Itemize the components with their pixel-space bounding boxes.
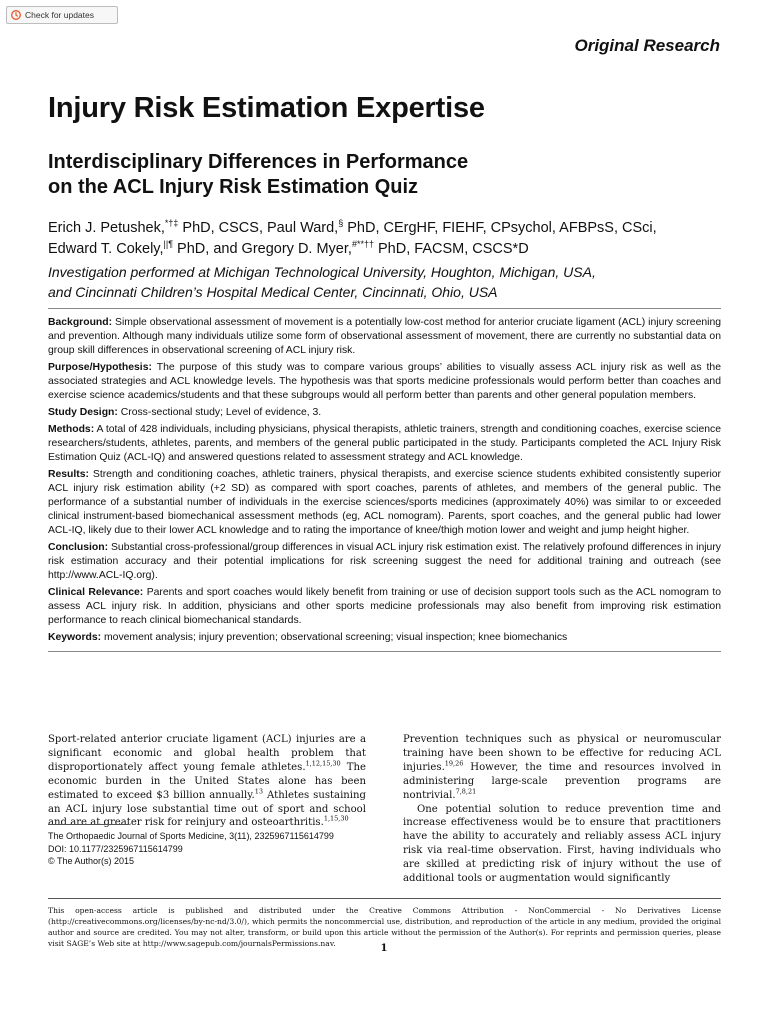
abstract-label: Conclusion: <box>48 542 109 553</box>
author-name: Gregory D. Myer, <box>241 241 352 257</box>
author-degrees: PhD, CErgHF, FIEHF, CPsychol, AFBPsS, CSci, <box>343 220 657 236</box>
journal-citation <box>48 828 378 868</box>
author-degrees: PhD, CSCS, <box>178 220 268 236</box>
body-column-right <box>403 733 721 886</box>
affiliation-line-1: Investigation performed at Michigan Technological University, Houghton, Michigan, USA, <box>48 264 596 280</box>
citation: 19,26 <box>444 759 464 768</box>
article-title: Injury Risk Estimation Expertise <box>48 92 485 124</box>
abstract-conclusion: Conclusion: Substantial cross-professional/group differences in visual ACL injury risk estimation exist. The relatively profound differences in injury risk estimation accuracy and their potential implications for risk screening suggest the need for additional training and outreach (see http://www.ACL-IQ.org). <box>48 542 721 581</box>
abstract-background: Background: Simple observational assessment of movement is a potentially low-cost method for anterior cruciate ligament (ACL) injury screening and prevention. Although many individuals utilize some form of observational assessment of movement, there are currently no substantial data on group skill differences in observational screening of ACL injury risk. <box>48 317 721 356</box>
license-divider <box>48 898 721 899</box>
author-affiliation-marks: ||¶ <box>163 239 174 250</box>
footnote-divider <box>48 824 128 825</box>
license-statement: This open-access article is published and distributed under the Creative Commons Attribution - NonCommercial - No Derivatives License (http://creativecommons.org/licenses/by-nc-nd/3.0/), which permits the noncommercial use, distribution, and reproduction of the article in any medium, provided the original author and source are credited. You may not alter, transform, or build upon this article without the permission of the Author(s). For reprints and permission queries, please visit SAGE’s Web site at http://www.sagepub.com/journalsPermissions.nav. <box>48 906 721 948</box>
author-affiliation-marks: *†‡ <box>164 218 179 229</box>
citation: 13 <box>254 787 264 796</box>
author-affiliation-marks: § <box>338 218 344 229</box>
affiliation-line-2: and Cincinnati Children’s Hospital Medical Center, Cincinnati, Ohio, USA <box>48 284 498 300</box>
body-column-left <box>48 733 366 830</box>
abstract-label: Background: <box>48 317 113 328</box>
check-for-updates-badge[interactable] <box>6 6 118 24</box>
journal-name-line: The Orthopaedic Journal of Sports Medicine, 3(11), 2325967115614799 <box>48 831 334 841</box>
abstract-study-design: Study Design: Cross-sectional study; Level of evidence, 3. <box>48 407 322 418</box>
citation: 1,12,15,30 <box>305 759 341 768</box>
body-paragraph: One potential solution to reduce prevention time and increase effectiveness would be to ensure that practitioners have the ability to accurately and reliably assess ACL injury risk via real-time observation. First, having individuals who are skilled at predicting risk of injury without the use of additional tools or augmentation would significantly <box>403 803 721 885</box>
author-name: Edward T. Cokely, <box>48 241 164 257</box>
abstract-label: Methods: <box>48 424 95 435</box>
author-affiliation-marks: #**†† <box>351 239 374 250</box>
author-name: Paul Ward, <box>267 220 339 236</box>
author-degrees: PhD, FACSM, CSCS*D <box>373 241 529 257</box>
author-list <box>48 218 728 260</box>
body-paragraph: Sport-related anterior cruciate ligament (ACL) injuries are a significant economic and global health problem that disproportionately affect young female athletes.$^{1,12,15,30}$ The economic burden in the United States alone has been estimated to exceed $3 billion annually.$^{13}$ Athletes sustaining an ACL injury lose substantial time out of sport and school and are at greater risk for reinjury and osteoarthritis.$^{1,15,30}$ <box>48 734 366 829</box>
abstract-label: Purpose/Hypothesis: <box>48 362 152 373</box>
abstract-results: Results: Strength and conditioning coaches, athletic trainers, physical therapists, and exercise science students exhibited consistently superior ACL injury risk estimation ability (+2 SD) as compared with sport coaches, parents of athletes, and members of the general public. The performance of a substantial number of individuals in the exercise sciences/sports medicines (approximately 40%) was similar to or exceeded clinical instrument-based biomechanical assessment methods (eg, ACL nomogram). Parents, sport coaches, and the general public had lower ACL-IQ, likely due to their lower ACL knowledge and to rating the importance of knee/thigh motion lower and weight and jump height higher. <box>48 469 721 536</box>
author-name: Erich J. Petushek, <box>48 220 165 236</box>
check-for-updates-label: Check for updates <box>25 10 94 20</box>
abstract-keywords: Keywords: movement analysis; injury prevention; observational screening; visual inspection; knee biomechanics <box>48 632 568 643</box>
page-number: 1 <box>380 943 388 954</box>
update-icon <box>11 10 21 20</box>
institution-affiliation <box>48 262 728 302</box>
abstract-methods: Methods: A total of 428 individuals, including physicians, physical therapists, athletic trainers, strength and conditioning coaches, exercise science researchers/students, athletes, parents, and members of the general public participated in the study. Participants completed the ACL Injury Risk Estimation Quiz (ACL-IQ) and answered questions related to assessment strategy and ACL knowledge. <box>48 424 721 463</box>
article-category: Original Research <box>574 36 720 55</box>
citation: 1,15,30 <box>323 815 349 824</box>
abstract <box>48 308 721 652</box>
doi-line: DOI: 10.1177/2325967115614799 <box>48 843 183 854</box>
subtitle-line-1: Interdisciplinary Differences in Performance <box>48 151 469 173</box>
article-subtitle <box>48 150 688 200</box>
body-paragraph: Prevention techniques such as physical or neuromuscular training have been shown to be effective for reducing ACL injuries.$^{19,26}$ However, the time and resources involved in administering large-scale prevention programs are nontrivial.$^{7,8,21}$ <box>403 734 721 801</box>
abstract-purpose: Purpose/Hypothesis: The purpose of this study was to compare various groups’ abilities to visually assess ACL injury risk as well as the associated strategies and ACL knowledge levels. The hypothesis was that sports medicine professionals would perform better than coaches and exercise science academics/students and that these subgroups would all perform better than parents and other general population members. <box>48 362 721 401</box>
abstract-label: Keywords: <box>48 632 102 643</box>
abstract-label: Results: <box>48 469 89 480</box>
abstract-label: Study Design: <box>48 407 118 418</box>
citation: 7,8,21 <box>455 787 477 796</box>
copyright-line: © The Author(s) 2015 <box>48 856 135 866</box>
abstract-label: Clinical Relevance: <box>48 587 144 598</box>
subtitle-line-2: on the ACL Injury Risk Estimation Quiz <box>48 176 419 198</box>
abstract-clinical-relevance: Clinical Relevance: Parents and sport coaches would likely benefit from training or use of decision support tools such as the ACL nomogram to assess ACL injury risk. In addition, physicians and other sports medicine professionals may also benefit from improving risk estimation performance to reach clinical biomechanical standards. <box>48 587 721 626</box>
author-degrees: PhD, and <box>173 241 242 257</box>
